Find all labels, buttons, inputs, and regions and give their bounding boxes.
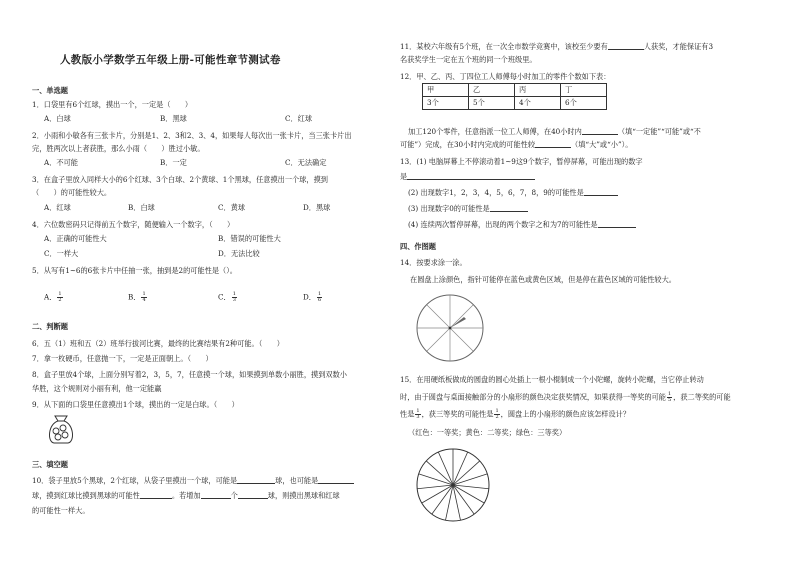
q14-instruction: 在圆盘上涂颜色，指针可能停在蓝色或黄色区域，但是停在蓝色区域的可能性较大。 (410, 275, 676, 284)
sector-divider (426, 461, 453, 485)
q8-text-2: 华胜，这个规则对小丽有利，他一定能赢 (32, 384, 162, 393)
worker-rate-table (422, 83, 607, 110)
table-cell: 丙 (515, 84, 561, 97)
q3-option-d: D．黑球 (303, 203, 331, 212)
q5-option-b: B． $\frac{1}{4}$ (128, 291, 146, 304)
pointer-icon (450, 317, 466, 328)
q10-line-3: 的可能性一样大。 (32, 506, 90, 515)
table-cell: 6个 (561, 97, 607, 110)
q13-part-2: (2) 出现数字1，2，3，4，5，6，7，8，9的可能性是 (408, 188, 618, 197)
q11-line-2: 名获奖学生一定在五个班的同一个班级里。 (400, 55, 537, 64)
q12-line-3: 可能”）完成，在30小时内完成的可能性较 （填“大”或“小”）。 (400, 140, 633, 149)
q1-stem: 1．口袋里有6个红球，摸出一个，一定是（ ） (32, 100, 193, 109)
q15-line-1: 15．在用硬纸板做成的圆盘的圆心处插上一根小棍制成一个小陀螺，旋转小陀螺，当它停止转动 (400, 375, 704, 384)
fraction: $\frac{1}{3}$ (232, 291, 236, 304)
q1-option-a: A．白球 (44, 114, 71, 123)
q2-option-c: C．无法确定 (285, 158, 327, 167)
q6-text: 6．五（1）班和五（2）班举行拔河比赛，最终的比赛结果有2种可能。（ ） (32, 339, 284, 348)
table-cell: 甲 (423, 84, 469, 97)
fraction: $\frac{1}{3}$ (416, 408, 420, 421)
q12-stem: 12．甲、乙、丙、丁四位工人师傅每小时加工的零件个数如下表： (400, 72, 611, 81)
table-cell: 丁 (561, 84, 607, 97)
page-title: 人教版小学数学五年级上册-可能性章节测试卷 (60, 54, 281, 66)
q8-text: 8．盒子里放4个球，上面分别写着2，3，5，7，任意摸一个球，如果摸到单数小丽胜，摸到双数小 (32, 370, 347, 379)
sector-divider (438, 452, 453, 485)
q5-stem: 5．从写有1~6的6张卡片中任抽一张，抽到是2的可能性是（）。 (32, 266, 237, 275)
fraction: $\frac{1}{6}$ (317, 291, 322, 304)
spinner-disc-15 (414, 446, 492, 524)
q5-option-a: A． $\frac{1}{2}$ (44, 291, 62, 304)
q5-option-d: D． $\frac{1}{6}$ (303, 291, 322, 304)
q3-option-a: A．红球 (44, 203, 71, 212)
q3-option-b: B．白球 (128, 203, 155, 212)
section-drawing: 四、作图题 (400, 242, 436, 251)
q7-text: 7．拿一枚硬币，任意抛一下，一定是正面朝上。（ ） (32, 354, 213, 363)
table-cell: 4个 (515, 97, 561, 110)
table-row (423, 97, 607, 110)
q13-part-3: (3) 出现数字0的可能性是 (408, 204, 528, 213)
q4-option-c: C．一样大 (44, 249, 79, 258)
sector-divider (453, 474, 487, 485)
q12-line-2: 加工120个零件，任意指派一位工人师傅，在40小时内 （填“一定能”“可能”或“不 (408, 127, 701, 136)
q15-legend: （红色：一等奖；黄色：二等奖；绿色：三等奖） (408, 428, 567, 437)
q9-text: 9．从下面的口袋里任意摸出1个球，摸出的一定是白球。（ ） (32, 400, 239, 409)
q13-part-4: (4) 连续两次暂停屏幕，出现的两个数字之和为7的可能性是 (408, 220, 636, 229)
q1-option-c: C．红球 (285, 114, 313, 123)
fraction: $\frac{1}{5}$ (667, 391, 672, 404)
q3-option-c: C．黄球 (218, 203, 246, 212)
q13-stem: 13．(1) 电脑屏幕上不停滚动着1~9这9个数字，暂停屏幕，可能出现的数字 (400, 157, 643, 166)
q15-line-3: 性是 $\frac{1}{3}$ ，获三等奖的可能性是 $\frac{1}{2}$ ，圆盘上的小扇形的颜色应该怎样设计？ (400, 408, 631, 421)
q5-option-c: C． $\frac{1}{3}$ (218, 291, 236, 304)
section-fill-blank: 三、填空题 (32, 460, 68, 469)
q11-line-1: 11．某校六年级有5个班，在一次全市数学竞赛中，该校至少要有 人获奖，才能保证有3 (400, 42, 714, 51)
q13-part-1: 是 (400, 172, 535, 181)
q4-option-d: D．无法比较 (218, 249, 260, 258)
section-true-false: 二、判断题 (32, 322, 68, 331)
sector-divider (419, 474, 453, 485)
q10-line-2: 球，摸到红球比摸到黑球的可能性 。若增加 个 球，则摸出黑球和红球 (32, 491, 340, 500)
q4-option-a: A．正确的可能性大 (44, 234, 107, 243)
sector-divider (453, 452, 468, 485)
spinner-disc-8 (414, 292, 486, 364)
section-single-choice: 一、单选题 (32, 86, 68, 95)
q2-stem-2: 完，胜两次以上者获胜，那么小雨（ ）胜过小敏。 (32, 144, 205, 153)
ball-bag-icon (44, 412, 78, 446)
fraction: $\frac{1}{2}$ (58, 291, 62, 304)
q10-line-1: 10．袋子里放5个黑球，2个红球，从袋子里摸出一个球，可能是 球，也可能是 (32, 476, 354, 485)
q4-stem: 4．六位数密码只记得前五个数字，随便输入一个数字，（ ） (32, 220, 235, 229)
table-cell: 乙 (469, 84, 515, 97)
table-cell: 3个 (423, 97, 469, 110)
q15-line-2: 时，由于圆盘与桌面接触部分的小扇形的颜色决定获奖情况，如果获得一等奖的可能 $\frac{1}{5}$ ，获二等奖的可能 (400, 391, 731, 404)
fraction: $\frac{1}{2}$ (495, 408, 499, 421)
q4-option-b: B．错误的可能性大 (218, 234, 281, 243)
q1-option-b: B．黑球 (160, 114, 187, 123)
q3-stem-2: （ ）的可能性较大。 (32, 188, 112, 197)
q3-stem: 3．在盒子里放入同样大小的6个红球、3个白球、2个黄球、1个黑球，任意摸出一个球，摸到 (32, 175, 328, 184)
q2-option-b: B．一定 (160, 158, 187, 167)
table-row (423, 84, 607, 97)
fraction: $\frac{1}{4}$ (142, 291, 146, 304)
q2-option-a: A．不可能 (44, 158, 78, 167)
q14-stem: 14．按要求涂一涂。 (400, 258, 467, 267)
table-cell: 5个 (469, 97, 515, 110)
sector-divider (453, 461, 480, 485)
q2-stem: 2．小雨和小敏各有三张卡片，分别是1、2、3和2、3、4，如果每人每次出一张卡片，当三张卡片出 (32, 131, 352, 140)
